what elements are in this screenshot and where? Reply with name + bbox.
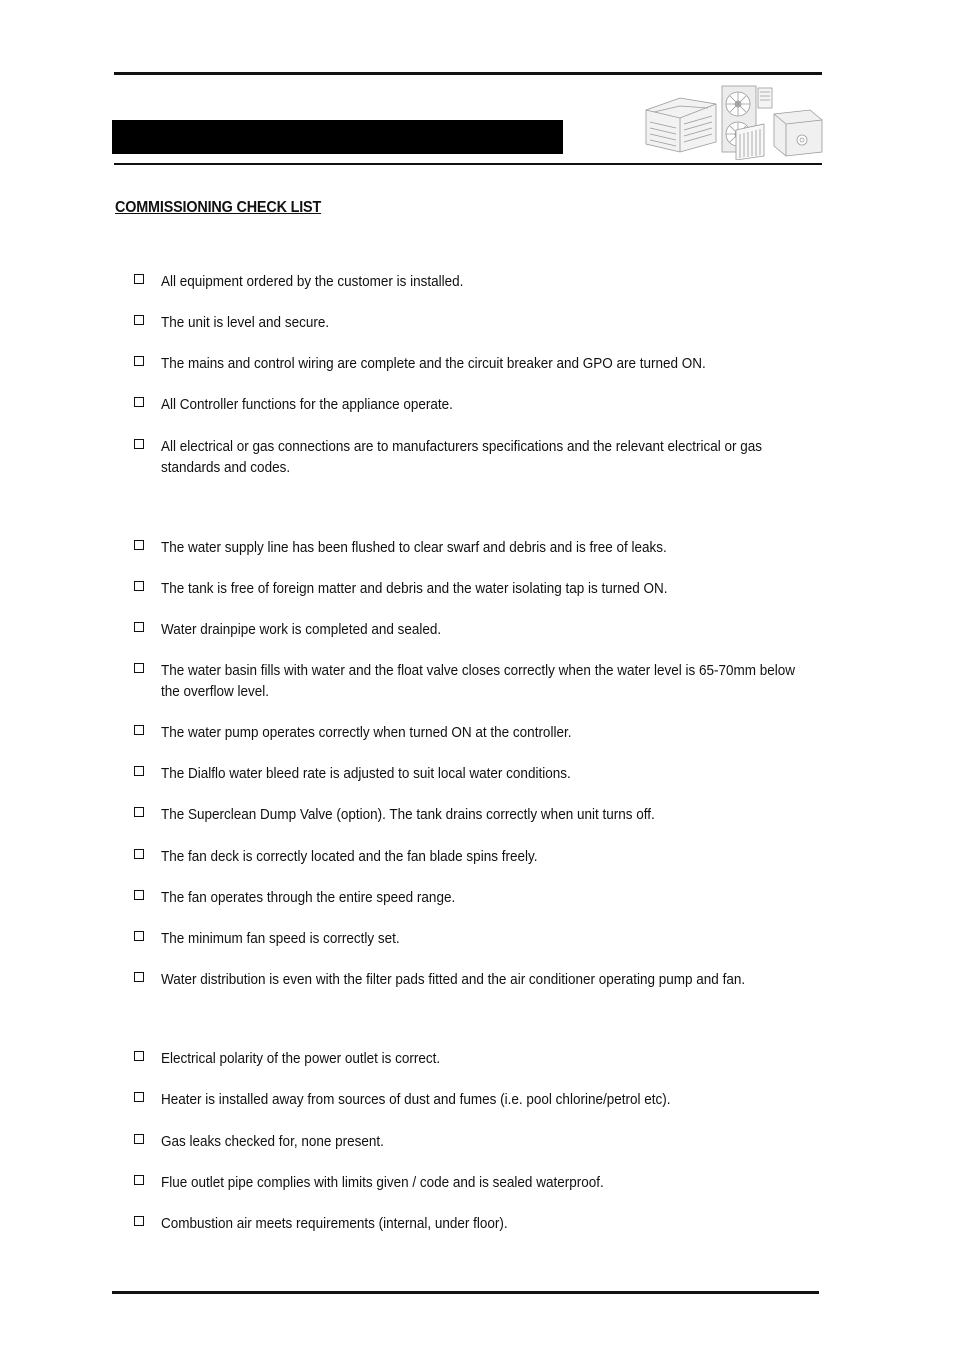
checklist-item-text: The unit is level and secure. <box>161 314 330 331</box>
checklist-item-text: The fan deck is correctly located and the fan blade spins freely. <box>161 848 538 865</box>
footer-rule <box>112 1291 819 1294</box>
header-title-bar <box>112 120 563 154</box>
checklist-item-text: The water pump operates correctly when turned ON at the controller. <box>161 724 572 741</box>
checklist-item-text: All Controller functions for the appliance operate. <box>161 396 453 413</box>
checkbox[interactable] <box>134 890 144 900</box>
section-heading: COMMISSIONING CHECK LIST <box>115 199 322 216</box>
checklist-item-text: The Dialflo water bleed rate is adjusted to suit local water conditions. <box>161 765 571 782</box>
header-bottom-rule <box>114 163 822 165</box>
checklist-item-text: The Superclean Dump Valve (option). The tank drains correctly when unit turns off. <box>161 806 655 823</box>
checkbox[interactable] <box>134 540 144 550</box>
checkbox[interactable] <box>134 663 144 673</box>
checkbox[interactable] <box>134 622 144 632</box>
checklist-item-text: Combustion air meets requirements (internal, under floor). <box>161 1215 508 1232</box>
checklist-item-text: Gas leaks checked for, none present. <box>161 1133 384 1150</box>
checklist-item-text: Heater is installed away from sources of dust and fumes (i.e. pool chlorine/petrol etc). <box>161 1091 671 1108</box>
checkbox[interactable] <box>134 972 144 982</box>
checkbox[interactable] <box>134 766 144 776</box>
checkbox[interactable] <box>134 807 144 817</box>
checklist-item-text: The mains and control wiring are complete and the circuit breaker and GPO are turned ON. <box>161 355 706 372</box>
checkbox[interactable] <box>134 1175 144 1185</box>
checkbox[interactable] <box>134 849 144 859</box>
checkbox[interactable] <box>134 1092 144 1102</box>
checklist-item-text: The water supply line has been flushed to clear swarf and debris and is free of leaks. <box>161 539 667 556</box>
checkbox[interactable] <box>134 274 144 284</box>
product-illustration <box>640 84 824 160</box>
header-top-rule <box>114 72 822 75</box>
checkbox[interactable] <box>134 725 144 735</box>
checklist-item-text: Water distribution is even with the filter pads fitted and the air conditioner operating pump and fan. <box>161 971 746 988</box>
checkbox[interactable] <box>134 931 144 941</box>
checklist-item-text: The water basin fills with water and the float valve closes correctly when the water level is 65-70mm below the overflow level. <box>161 662 796 700</box>
checkbox[interactable] <box>134 1216 144 1226</box>
checkbox[interactable] <box>134 315 144 325</box>
checkbox[interactable] <box>134 1051 144 1061</box>
checklist-item-text: The minimum fan speed is correctly set. <box>161 930 400 947</box>
checkbox[interactable] <box>134 439 144 449</box>
checkbox[interactable] <box>134 581 144 591</box>
checklist-item-text: Water drainpipe work is completed and sealed. <box>161 621 442 638</box>
checklist-item-text: All electrical or gas connections are to manufacturers specifications and the relevant electrical or gas standards and codes. <box>161 438 763 476</box>
checkbox[interactable] <box>134 1134 144 1144</box>
checklist-item-text: The tank is free of foreign matter and debris and the water isolating tap is turned ON. <box>161 580 668 597</box>
checklist-item-text: The fan operates through the entire speed range. <box>161 889 456 906</box>
checkbox[interactable] <box>134 356 144 366</box>
checklist-item-text: Electrical polarity of the power outlet is correct. <box>161 1050 441 1067</box>
checkbox[interactable] <box>134 397 144 407</box>
checklist-item-text: Flue outlet pipe complies with limits given / code and is sealed waterproof. <box>161 1174 604 1191</box>
checklist-item-text: All equipment ordered by the customer is installed. <box>161 273 464 290</box>
